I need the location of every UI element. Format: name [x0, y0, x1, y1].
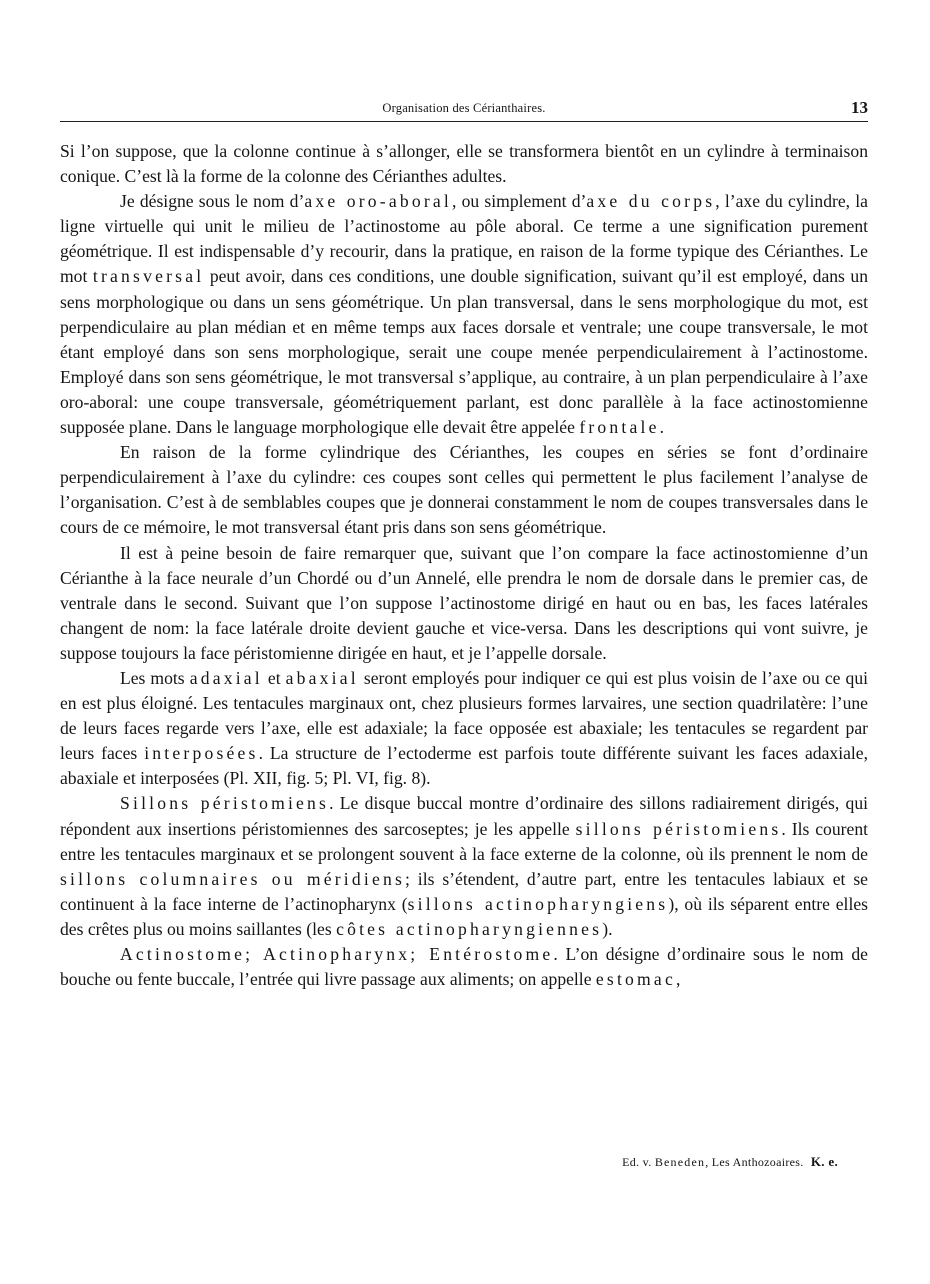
printer-signature: K. e. — [810, 1154, 838, 1169]
spaced-term: Sillons péristomiens — [120, 793, 330, 814]
text-run: Si l’on suppose, que la colonne continue à s’allonger, elle se transformera bientôt en un cylindre à terminaison conique. C’est là la forme de la colonne des Cérianthes adultes. — [60, 141, 868, 187]
spaced-term: interposées — [144, 743, 259, 764]
paragraph — [60, 791, 868, 942]
running-header — [60, 99, 868, 119]
text-run: , ou simplement d’ — [452, 191, 587, 212]
text-run: ), où ils séparent entre elles des crêtes plus ou moins saillantes (les — [60, 893, 868, 939]
spaced-term: abaxial — [285, 667, 359, 688]
page-number: 13 — [851, 98, 868, 117]
body-text — [60, 139, 868, 992]
running-title: Organisation des Cérianthaires. — [382, 101, 546, 115]
spaced-term: axe oro-aboral — [304, 191, 453, 212]
spaced-term: côtes actinopharyngiennes — [336, 918, 603, 939]
spaced-term: sillons columnaires ou méridiens — [60, 868, 406, 889]
text-run: , l’axe du cylindre, la ligne virtuelle qui unit le milieu de l’actinostome au pôle aboral. Ce terme a une signification purement géométrique. Il est indispensable d’y recourir, dans la pratique, en raison de la forme typique des Cérianthes. Le mot — [60, 191, 868, 287]
text-run: Je désigne sous le nom d’ — [120, 191, 305, 212]
text-run: Les mots — [120, 667, 190, 688]
text-run: . — [659, 417, 665, 438]
text-run: peut avoir, dans ces conditions, une double signification, suivant qu’il est employé, dans un sens morphologique ou dans un sens géométrique. Un plan transversal, dans le sens morphologique du mot, est perpendiculaire au plan médian et en même temps aux faces dorsale et ventrale; une coupe transversale, le mot étant employé dans son sens morphologique, serait une coupe menée perpendiculairement à l’actinostome. Employé dans son sens géométrique, le mot transversal s’applique, au contraire, à un plan perpendiculaire à l’axe oro-aboral: une coupe transversale, géométriquement parlant, est donc parallèle à la face actinostomienne supposée plane. Dans le language morphologique elle devait être appelée — [60, 266, 868, 438]
text-run: . L’on désigne d’ordinaire sous le nom de bouche ou fente buccale, l’entrée qui livre passage aux aliments; on appelle — [60, 944, 868, 990]
paragraph — [60, 666, 868, 791]
footer-prefix: Ed. v. — [622, 1155, 652, 1169]
signature-line — [622, 1154, 838, 1170]
spaced-term: sillons actinopharyngiens — [407, 893, 669, 914]
text-run: ). — [602, 918, 613, 939]
text-run: . Le disque buccal montre d’ordinaire des sillons radiairement dirigés, qui répondent aux insertions péristomiennes des sarcoseptes; je les appelle — [60, 793, 868, 839]
spaced-term: sillons péristomiens — [575, 818, 782, 839]
paragraph — [60, 139, 868, 189]
footer-author: Beneden — [654, 1155, 706, 1169]
paragraph — [60, 189, 868, 440]
text-run: et — [262, 667, 286, 688]
spaced-term: transversal — [92, 266, 205, 287]
spaced-term: Actinostome; Actinopharynx; Entérostome — [120, 944, 554, 964]
spaced-term: frontale — [579, 417, 660, 438]
text-run: seront employés pour indiquer ce qui est plus voisin de l’axe ou ce qui en est plus éloigné. Les tentacules marginaux ont, chez plusieurs formes larvaires, une section quadrilatère: l’une de leurs faces regarde vers l’axe, elle est adaxiale; la face opposée est abaxiale; les tentacules se regardent par leurs faces — [60, 667, 869, 764]
header-rule — [60, 121, 868, 122]
spaced-term: axe du corps — [586, 191, 716, 212]
footer-title: , Les Anthozoaires. — [705, 1155, 804, 1169]
paragraph — [60, 541, 868, 666]
text-run: En raison de la forme cylindrique des Cérianthes, les coupes en séries se font d’ordinaire perpendiculairement à l’axe du cylindre: ces coupes sont celles qui permettent le plus facilement l’analyse de l’organisation. C’est à de semblables coupes que je donnerai constamment le nom de coupes transversales dans le cours de ce mémoire, le mot transversal étant pris dans son sens géométrique. — [60, 442, 868, 538]
text-run: ; ils s’étendent, d’autre part, entre les tentacules labiaux et se continuent à la face interne de l’actinopharynx ( — [60, 868, 868, 914]
text-run: Il est à peine besoin de faire remarquer que, suivant que l’on compare la face actinostomienne d’un Cérianthe à la face neurale d’un Chordé ou d’un Annelé, elle prendra le nom de dorsale dans le premier cas, de ventrale dans le second. Suivant que l’on suppose l’actinostome dirigé en haut ou en bas, les faces latérales changent de nom: la face latérale droite devient gauche et vice-versa. Dans les descriptions qui vont suivre, je suppose toujours la face péristomienne dirigée en haut, et je l’appelle dorsale. — [60, 542, 868, 663]
spaced-term: adaxial — [189, 667, 263, 688]
paragraph — [60, 942, 868, 992]
spaced-term: estomac — [595, 969, 676, 990]
text-run: , — [675, 969, 681, 990]
paragraph — [60, 440, 868, 540]
text-run: . La structure de l’ectoderme est parfois toute différente suivant les faces adaxiale, abaxiale et interposées (Pl. XII, fig. 5; Pl. VI, fig. 8). — [60, 743, 868, 789]
text-run: . Ils courent entre les tentacules marginaux et se prolongent souvent à la face externe de la colonne, où ils prennent le nom de — [60, 818, 869, 864]
